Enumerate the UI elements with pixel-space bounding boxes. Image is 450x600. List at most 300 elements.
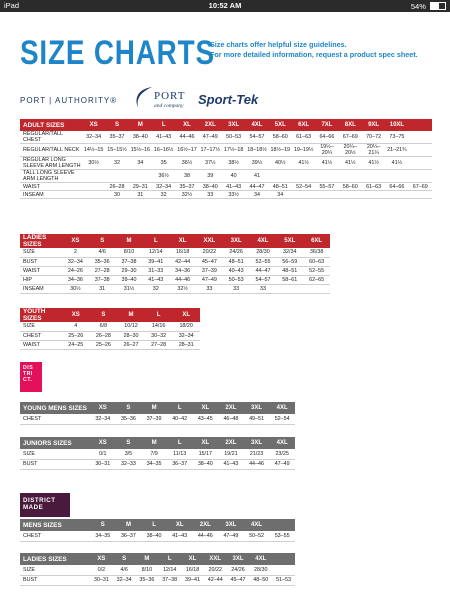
table-header-row [20,402,295,414]
table-cell: 32 [142,284,169,293]
table-cell: 50–52 [244,531,270,541]
size-header: L [152,119,175,131]
table-cell: 15/17 [193,449,219,459]
size-header: 2XL [218,402,244,414]
table-cell: 35 [152,157,175,170]
size-header: S [116,402,142,414]
row-label: SIZE [20,565,90,575]
table-cell: 47–49 [269,459,295,469]
table-cell: 3/5 [116,449,142,459]
brand-logos [20,82,440,114]
table-row [20,170,432,183]
table-cell: 24–25 [62,340,90,349]
table-cell: 20/22 [204,565,227,575]
table-cell: 0/1 [90,449,116,459]
table-cell: 23/25 [269,449,295,459]
size-header: XS [62,234,89,248]
table-cell: 39½ [245,157,268,170]
table-cell [409,170,432,183]
table-cell: 50–53 [222,131,245,144]
table-cell [276,284,303,293]
table-cell: 45–47 [196,257,223,266]
size-header: 2XL [193,519,219,531]
table-cell: 40–43 [223,266,250,275]
table-cell: 37–39 [141,414,167,424]
table-cell: 38–40 [129,131,152,144]
size-header: XS [82,119,105,131]
table-cell: 21–21¾ [385,144,408,157]
size-header: L [167,437,193,449]
table-cell: 52–54 [292,183,315,191]
table-cell: 28/30 [250,248,277,257]
juniors-sizes-table [20,437,295,470]
table-cell: 52–54 [269,414,295,424]
table-cell: 34 [129,157,152,170]
clock: 10:52 AM [208,1,242,10]
table-title: MENS SIZES [20,519,90,531]
port-company-logo [132,84,192,114]
district-logo: DIS TRI CT. [20,362,42,392]
table-cell: 67–69 [339,131,362,144]
port-company-sub: and company [154,103,184,109]
table-cell: 29–30 [116,266,143,275]
table-row [20,131,432,144]
table-row [20,575,295,585]
size-header: L [142,234,169,248]
table-cell [362,170,385,183]
table-cell: 32–33 [116,459,142,469]
table-cell: 40½ [269,157,292,170]
table-cell: 16–16½ [152,144,175,157]
table-cell: 39–40 [116,275,143,284]
row-label: INSEAM [20,191,82,199]
table-cell: 42–44 [204,575,227,585]
table-cell: 24/26 [223,248,250,257]
table-cell: 36½ [175,157,198,170]
subtitle-line-2: For more detailed information, request a product spec sheet. [210,50,418,59]
size-header: XL [181,553,204,565]
size-header: 10XL [385,119,408,131]
table-cell: 7/9 [141,449,167,459]
table-cell [292,170,315,183]
table-row [20,144,432,157]
table-cell: 18½–19 [269,144,292,157]
table-cell: 17–17½ [199,144,222,157]
size-header: XL [193,402,219,414]
table-cell: 61–63 [362,183,385,191]
table-cell [272,565,295,575]
table-cell: 39 [199,170,222,183]
table-cell: 58–60 [269,131,292,144]
table-cell: 41–43 [152,131,175,144]
table-cell: 27–28 [145,340,173,349]
table-cell: 32–34 [113,575,136,585]
table-cell: 41–43 [222,183,245,191]
size-header: L [145,308,173,322]
table-row [20,275,330,284]
size-header: 3XL [218,519,244,531]
table-cell: 48–51 [269,183,292,191]
size-header: XL [193,437,219,449]
size-header: 4XL [249,553,272,565]
size-header: M [116,234,143,248]
size-header: XS [62,308,90,322]
table-cell: 53–55 [269,531,295,541]
table-cell: 27–28 [89,266,116,275]
table-cell [409,144,432,157]
ladies-sizes-table [20,234,330,294]
table-cell: 6/8 [90,322,118,331]
table-cell: 60–63 [303,257,330,266]
table-cell: 33½ [222,191,245,199]
size-header: 6XL [303,234,330,248]
size-header [272,553,295,565]
table-cell: 37–38 [158,575,181,585]
size-header: XXL [204,553,227,565]
table-cell: 35–36 [136,575,159,585]
table-cell: 35–37 [105,131,128,144]
table-cell: 35–36 [89,257,116,266]
sport-tek-logo: Sport-Tek [198,92,259,107]
table-cell: 31 [129,191,152,199]
table-cell [129,170,152,183]
table-cell: 39–41 [181,575,204,585]
table-cell: 61–63 [292,131,315,144]
table-cell: 32–34 [152,183,175,191]
page-subtitle [210,40,418,60]
size-header: 4XL [245,119,268,131]
port-company-swoosh-icon [132,84,156,112]
row-label: REGULAR/TALL NECK [20,144,82,157]
table-cell: 33 [250,284,277,293]
size-header: 4XL [250,234,277,248]
table-cell: 37–38 [89,275,116,284]
table-cell: 46–48 [218,414,244,424]
row-label: WAIST [20,340,62,349]
mens-sizes-table [20,519,295,542]
size-header: L [158,553,181,565]
table-cell: 41½ [292,157,315,170]
table-row [20,340,200,349]
table-cell: 64–66 [315,131,338,144]
device-name: iPad [4,1,20,10]
table-cell: 40–42 [167,414,193,424]
table-cell: 32–34 [62,257,89,266]
table-cell: 44–46 [169,275,196,284]
table-title: YOUTH SIZES [20,308,62,322]
table-cell: 19½–20¼ [315,144,338,157]
size-header: XS [90,402,116,414]
row-label: WAIST [20,266,62,275]
table-cell [315,191,338,199]
table-cell: 32 [152,191,175,199]
table-cell: 8/10 [116,248,143,257]
size-header: 3XL [222,119,245,131]
table-cell: 30½ [82,157,105,170]
size-header: M [141,402,167,414]
size-header: 3XL [244,402,270,414]
size-header: 4XL [244,519,270,531]
size-header: XL [167,519,193,531]
row-label: BUST [20,257,62,266]
table-cell: 56–59 [276,257,303,266]
table-header-row [20,308,200,322]
table-cell [82,183,105,191]
size-header: M [117,308,145,322]
table-cell: 25–26 [90,340,118,349]
table-row [20,331,200,340]
table-cell: 41½ [315,157,338,170]
size-header: 5XL [269,119,292,131]
row-label: TALL LONG SLEEVE ARM LENGTH [20,170,82,183]
table-title: LADIES SIZES [20,553,90,565]
status-bar [0,0,450,12]
table-cell: 14½–15 [82,144,105,157]
row-label: WAIST [20,183,82,191]
table-row [20,257,330,266]
table-cell: 30 [105,191,128,199]
size-header: XS [90,553,113,565]
table-cell: 34 [269,191,292,199]
table-cell: 11/13 [167,449,193,459]
table-title: ADULT SIZES [20,119,82,131]
row-label: REGULAR/TALL CHEST [20,131,82,144]
table-cell [82,191,105,199]
table-cell: 30–31 [90,459,116,469]
table-cell: 10/12 [117,322,145,331]
table-cell: 34 [245,191,268,199]
table-cell: 32½ [169,284,196,293]
table-cell: 32–34 [90,414,116,424]
table-row [20,284,330,293]
table-row [20,459,295,469]
ladies-sizes-table-2 [20,553,295,586]
table-cell: 43–45 [193,414,219,424]
table-row [20,449,295,459]
table-cell: 49–51 [244,414,270,424]
youth-sizes-table [20,308,200,350]
table-cell: 30½ [62,284,89,293]
table-cell: 34–35 [90,531,116,541]
table-cell: 8/10 [136,565,159,575]
size-header: M [136,553,159,565]
table-cell: 24/26 [227,565,250,575]
table-cell: 48–51 [223,257,250,266]
table-cell: 15½–16 [129,144,152,157]
adult-sizes-table [20,119,432,199]
table-cell: 15–15½ [105,144,128,157]
table-cell: 37–38 [116,257,143,266]
table-cell: 54–57 [250,275,277,284]
table-cell: 16/18 [169,248,196,257]
table-cell: 12/14 [142,248,169,257]
table-cell: 31–33 [142,266,169,275]
battery-icon [430,2,446,10]
size-header: S [105,119,128,131]
table-cell: 36/38 [303,248,330,257]
table-cell: 19/21 [218,449,244,459]
page-title: SIZE CHARTS [20,34,215,72]
table-cell: 42–44 [169,257,196,266]
table-cell: 33 [223,284,250,293]
port-authority-logo: PORT | AUTHORITY® [20,96,118,105]
table-cell: 20¼–20½ [339,144,362,157]
table-cell: 38–40 [193,459,219,469]
table-cell: 36–37 [167,459,193,469]
table-cell: 45–47 [227,575,250,585]
table-cell [105,170,128,183]
subtitle-line-1: Size charts offer helpful size guidelines. [210,40,347,49]
table-row [20,157,432,170]
table-cell: 35–36 [116,414,142,424]
table-row [20,565,295,575]
table-cell: 21/23 [244,449,270,459]
table-title: LADIES SIZES [20,234,62,248]
table-cell [303,284,330,293]
size-header: 4XL [269,437,295,449]
table-cell: 20/22 [196,248,223,257]
size-header: M [116,519,142,531]
size-header: M [141,437,167,449]
table-cell: 41–43 [218,459,244,469]
battery-status [411,1,446,11]
table-cell: 44–46 [244,459,270,469]
table-cell: 37½ [199,157,222,170]
table-cell [269,170,292,183]
size-header: 5XL [276,234,303,248]
size-header: S [116,437,142,449]
table-cell: 34–36 [169,266,196,275]
table-cell: 28–31 [172,340,200,349]
table-cell: 26–27 [117,340,145,349]
size-header: 3XL [223,234,250,248]
table-cell: 41–43 [142,275,169,284]
size-header: XS [90,437,116,449]
table-cell: 41½ [339,157,362,170]
row-label: SIZE [20,449,90,459]
size-header: 3XL [244,437,270,449]
table-cell: 48–51 [276,266,303,275]
table-cell: 25–26 [62,331,90,340]
table-cell: 41½ [385,157,408,170]
size-header: 7XL [315,119,338,131]
table-row [20,183,432,191]
table-header-row [20,437,295,449]
table-cell: 4/6 [89,248,116,257]
row-label: BUST [20,459,90,469]
table-title: JUNIORS SIZES [20,437,90,449]
table-cell: 41–43 [167,531,193,541]
table-cell: 37–39 [196,266,223,275]
table-cell [362,191,385,199]
size-header: 2XL [199,119,222,131]
row-label: BUST [20,575,90,585]
size-header: S [89,234,116,248]
document-page[interactable] [0,12,450,600]
table-cell: 64–66 [385,183,408,191]
table-cell: 52–55 [303,266,330,275]
table-cell: 34–35 [141,459,167,469]
table-cell: 20¼–21¼ [362,144,385,157]
size-header: 8XL [339,119,362,131]
table-header-row [20,519,295,531]
size-header: 6XL [292,119,315,131]
size-header [409,119,432,131]
table-cell: 2 [62,248,89,257]
table-row [20,531,295,541]
table-cell: 51–53 [272,575,295,585]
table-header-row [20,553,295,565]
table-cell: 44–46 [175,131,198,144]
table-cell: 33 [199,191,222,199]
table-cell [409,131,432,144]
table-cell: 36½ [152,170,175,183]
table-row [20,414,295,424]
table-cell [409,191,432,199]
battery-percent: 54% [410,2,426,11]
table-cell [315,170,338,183]
table-cell [292,191,315,199]
row-label: CHEST [20,531,90,541]
size-header: S [113,553,136,565]
table-cell [339,170,362,183]
district-made-logo: DISTRICT MADE [20,493,70,517]
size-header: M [129,119,152,131]
table-cell: 30–31 [90,575,113,585]
size-header: S [90,519,116,531]
size-header: 2XL [218,437,244,449]
table-cell: 35–37 [175,183,198,191]
table-cell: 50–53 [223,275,250,284]
table-cell: 31½ [116,284,143,293]
row-label: CHEST [20,414,90,424]
row-label: CHEST [20,331,62,340]
table-cell: 40 [222,170,245,183]
table-cell: 34–36 [62,275,89,284]
table-cell: 19–19½ [292,144,315,157]
table-cell: 28/30 [249,565,272,575]
row-label: SIZE [20,322,62,331]
table-cell [385,191,408,199]
table-cell: 24–26 [62,266,89,275]
table-cell: 31 [89,284,116,293]
table-cell: 44–47 [250,266,277,275]
table-cell: 41 [245,170,268,183]
size-header: L [167,402,193,414]
table-cell: 4/6 [113,565,136,575]
table-cell: 38–40 [199,183,222,191]
table-cell: 29–31 [129,183,152,191]
table-cell: 18/20 [172,322,200,331]
size-header: 3XL [227,553,250,565]
row-label: REGULAR LONG SLEEVE ARM LENGTH [20,157,82,170]
table-cell: 32 [105,157,128,170]
table-row [20,191,432,199]
table-row [20,266,330,275]
size-header [269,519,295,531]
table-cell: 47–49 [199,131,222,144]
size-header: XL [175,119,198,131]
size-header: L [141,519,167,531]
young-mens-sizes-table [20,402,295,425]
table-cell [385,170,408,183]
table-row [20,248,330,257]
table-cell: 44–47 [245,183,268,191]
table-cell: 18–18½ [245,144,268,157]
size-header: 9XL [362,119,385,131]
table-cell: 38½ [222,157,245,170]
port-company-word: PORT [154,90,186,102]
